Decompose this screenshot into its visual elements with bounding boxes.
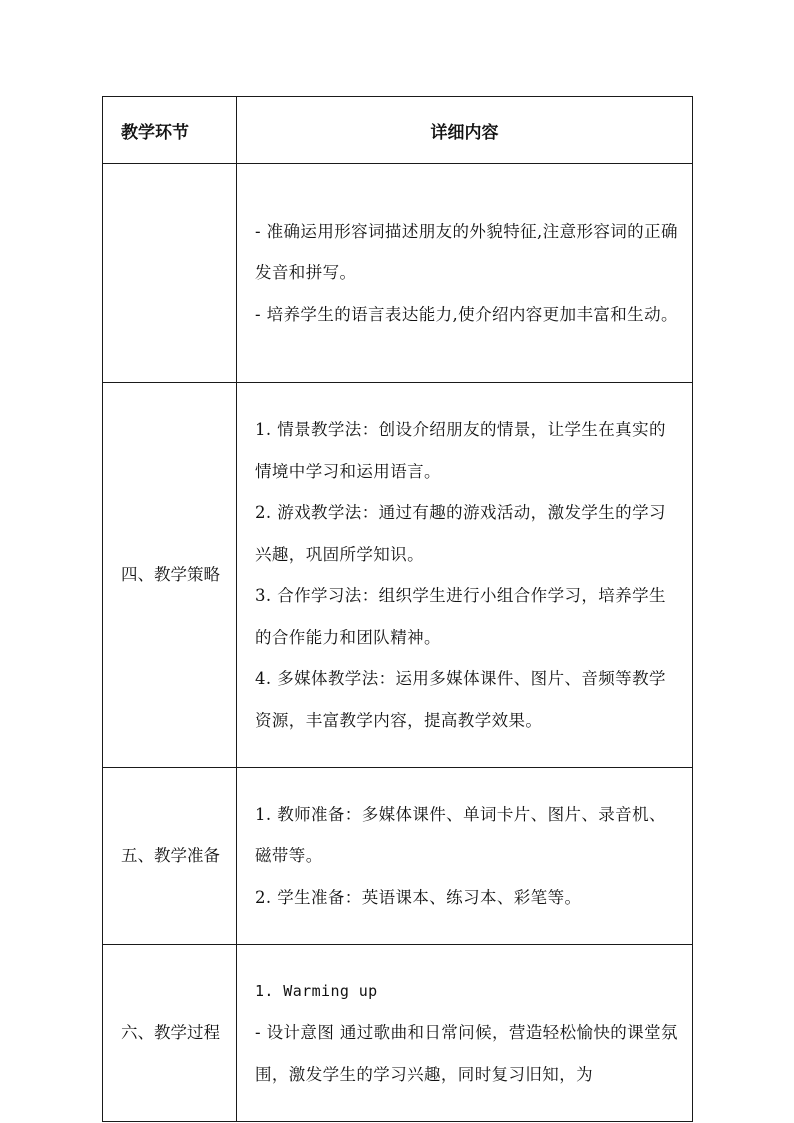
content-line: 2. 游戏教学法：通过有趣的游戏活动，激发学生的学习兴趣，巩固所学知识。: [255, 503, 666, 564]
section-content: [237, 383, 693, 768]
content-line: 1. Warming up: [255, 981, 378, 1000]
lesson-plan-table: [102, 96, 693, 1122]
section-content: [237, 768, 693, 945]
section-label: [103, 164, 237, 383]
table-header-row: [103, 97, 693, 164]
content-line: - 培养学生的语言表达能力,使介绍内容更加丰富和生动。: [255, 304, 678, 324]
content-line: 3. 合作学习法：组织学生进行小组合作学习，培养学生的合作能力和团队精神。: [255, 586, 666, 647]
table-row: [103, 768, 693, 945]
header-detailed-content: 详细内容: [237, 97, 693, 164]
header-teaching-stage: 教学环节: [103, 97, 237, 164]
content-line: - 准确运用形容词描述朋友的外貌特征,注意形容词的正确发音和拼写。: [255, 221, 678, 283]
section-content: [237, 164, 693, 383]
content-line: 1. 教师准备：多媒体课件、单词卡片、图片、录音机、磁带等。: [255, 804, 666, 866]
table-row: [103, 945, 693, 1122]
content-line: 4. 多媒体教学法：运用多媒体课件、图片、音频等教学资源，丰富教学内容，提高教学效果。: [255, 669, 666, 730]
content-line: 2. 学生准备：英语课本、练习本、彩笔等。: [255, 887, 582, 907]
table-row: [103, 383, 693, 768]
content-line: - 设计意图 通过歌曲和日常问候，营造轻松愉快的课堂氛围，激发学生的学习兴趣，同时复习旧知，为: [255, 1023, 678, 1084]
section-label: 六、教学过程: [103, 945, 237, 1122]
content-line: 1. 情景教学法：创设介绍朋友的情景，让学生在真实的情境中学习和运用语言。: [255, 420, 666, 481]
section-content: [237, 945, 693, 1122]
section-label: 四、教学策略: [103, 383, 237, 768]
section-label: 五、教学准备: [103, 768, 237, 945]
table-row: [103, 164, 693, 383]
